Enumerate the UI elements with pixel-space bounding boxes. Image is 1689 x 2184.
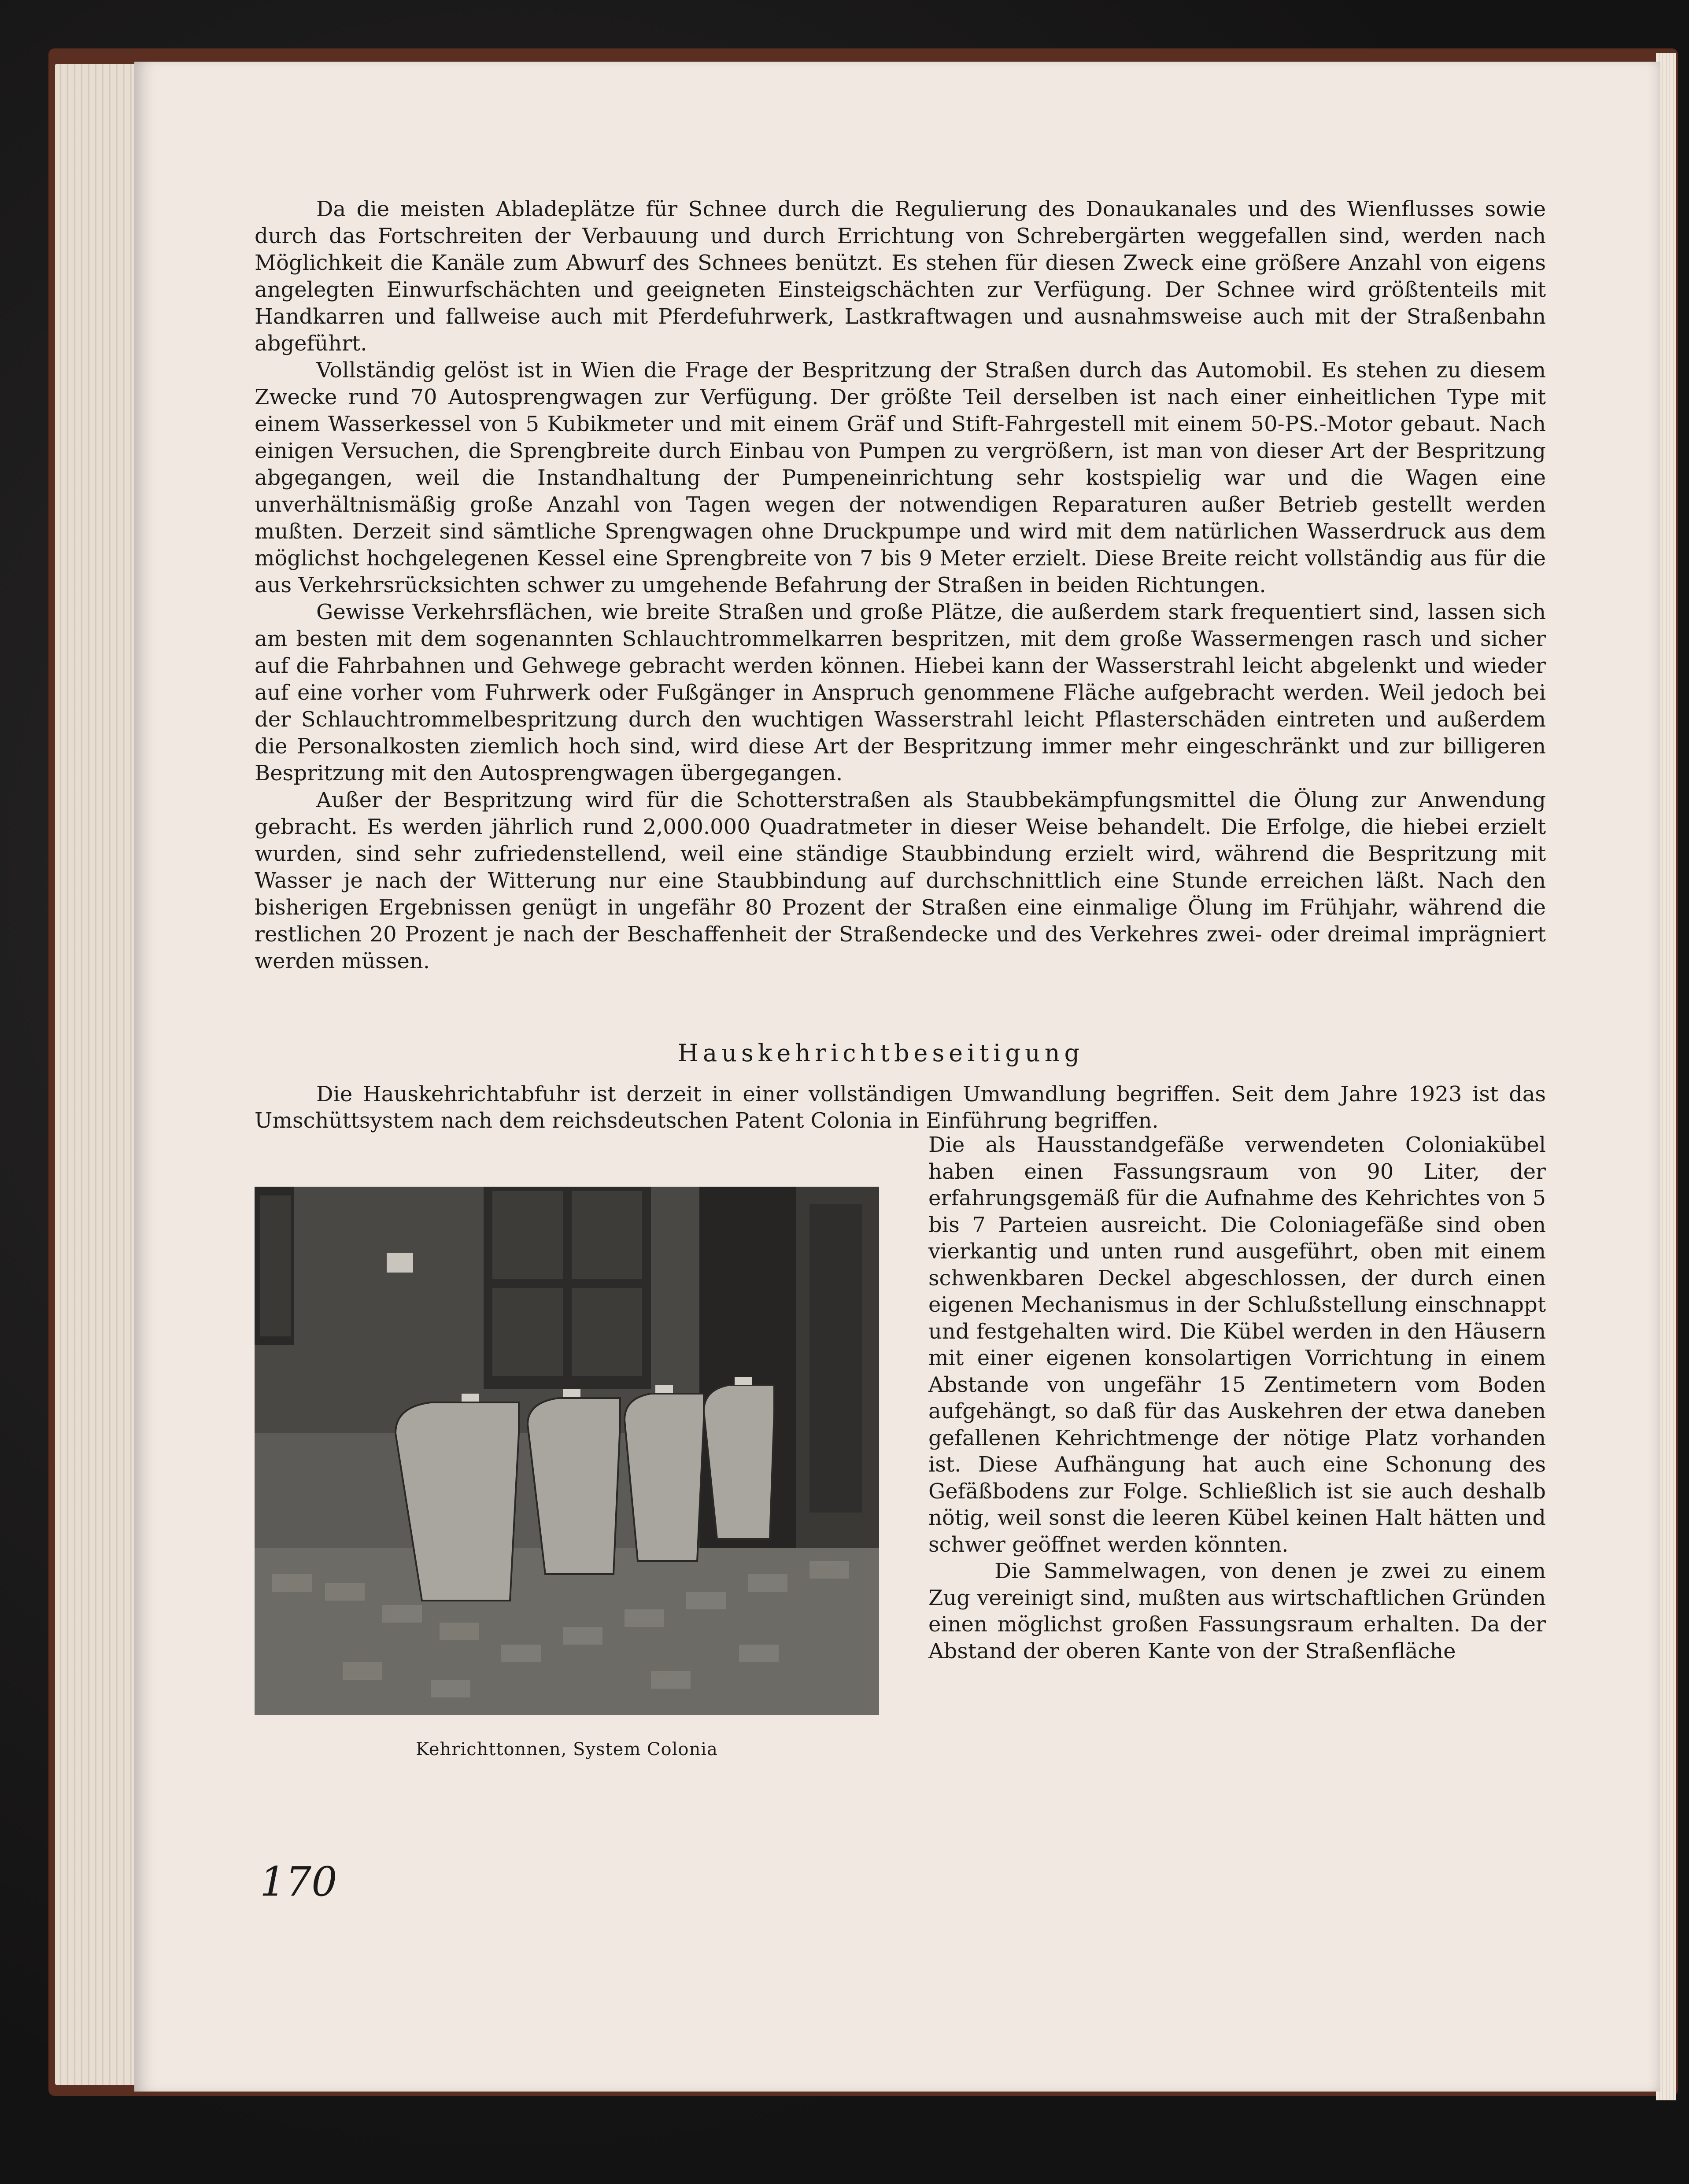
paragraph: Vollständig gelöst ist in Wien die Frage der Bespritzung der Straßen durch das Automobil. Es stehen zu diesem Zwecke rund 70 Autosprengwagen zur Verfügung. Der größte Teil derselben ist nach einer einheitlichen Type mit einem Wasserkessel von 5 Kubikmeter und mit einem Gräf und Stift-Fahrgestell mit einem 50-PS.-Motor gebaut. Nach einigen Versuchen, die Sprengbreite durch Einbau von Pumpen zu vergrößern, ist man von dieser Art der Bespritzung abgegangen, weil die Instandhaltung der Pumpeneinrichtung sehr kostspielig war und die Wagen eine unverhältnismäßig große Anzahl von Tagen wegen der notwendigen Reparaturen außer Betrieb gestellt werden mußten. Derzeit sind sämtliche Sprengwagen ohne Druckpumpe und wird mit dem natürlichen Wasserdruck aus dem möglichst hochgelegenen Kessel eine Sprengbreite von 7 bis 9 Meter erzielt. Diese Breite reicht vollständig aus für die aus Verkehrsrücksichten schwer zu umgehende Befahrung der Straßen in beiden Richtungen. [255, 358, 1546, 598]
paragraph: Außer der Bespritzung wird für die Schotterstraßen als Staubbekämpfungsmittel die Ölung zur Anwendung gebracht. Es werden jährlich rund 2,000.000 Quadratmeter in dieser Weise behandelt. Die Erfolge, die hiebei erzielt wurden, sind sehr zufriedenstellend, weil eine ständige Staubbindung erzielt wird, während die Bespritzung mit Wasser je nach der Witterung nur eine Staubbindung auf durchschnittlich eine Stunde erreichen läßt. Nach den bisherigen Ergebnissen genügt in ungefähr 80 Prozent der Straßen eine einmalige Ölung im Frühjahr, während die restlichen 20 Prozent je nach der Beschaffenheit der Straßendecke und des Verkehres zwei- oder dreimal imprägniert werden müssen. [255, 788, 1546, 974]
section-intro [255, 1081, 1546, 1134]
section-heading: Hauskehrichtbeseitigung [677, 1039, 1084, 1067]
body-text [255, 196, 1546, 975]
paragraph: Die Sammelwagen, von denen je zwei zu einem Zug vereinigt sind, mußten aus wirtschaftlichen Gründen einen möglichst großen Fassungsraum erhalten. Da der Abstand der oberen Kante von der Straßenfläche [928, 1559, 1546, 1664]
paragraph: Die als Hausstandgefäße verwendeten Coloniakübel haben einen Fassungsraum von 90 Liter, der erfahrungsgemäß für die Aufnahme des Kehrichtes von 5 bis 7 Parteien ausreicht. Die Coloniagefäße sind oben vierkantig und unten rund ausgeführt, oben mit einem schwenkbaren Deckel abgeschlossen, der durch einen eigenen Mechanismus in der Schlußstellung einschnappt und festgehalten wird. Die Kübel werden in den Häusern mit einer eigenen konsolartigen Vorrichtung in einem Abstande von ungefähr 15 Zentimetern vom Boden aufgehängt, so daß für das Auskehren der etwa daneben gefallenen Kehrichtmenge der nötige Platz vorhanden ist. Diese Aufhängung hat auch eine Schonung des Gefäßbodens zur Folge. Schließlich ist sie auch deshalb nötig, weil sonst die leeren Kübel keinen Halt hätten und schwer geöffnet werden könnten. [928, 1133, 1546, 1557]
paragraph: Da die meisten Abladeplätze für Schnee durch die Regulierung des Donaukanales und des Wienflusses sowie durch das Fortschreiten der Verbauung und durch Errichtung von Schrebergärten weggefallen sind, werden nach Möglichkeit die Kanäle zum Abwurf des Schnees benützt. Es stehen für diesen Zweck eine größere Anzahl von eigens angelegten Einwurfschächten und geeigneten Einsteigschächten zur Verfügung. Der Schnee wird größtenteils mit Handkarren und fallweise auch mit Pferdefuhrwerk, Lastkraftwagen und ausnahmsweise auch mit der Straßenbahn abgeführt. [255, 197, 1546, 356]
paragraph: Die Hauskehrichtabfuhr ist derzeit in einer vollständigen Umwandlung begriffen. Seit dem Jahre 1923 ist das Umschüttsystem nach dem reichsdeutschen Patent Colonia in Einführung begriffen. [255, 1082, 1546, 1133]
photo-illustration [255, 1187, 879, 1715]
photo-kehrichttonnen [255, 1187, 879, 1715]
photo-caption: Kehrichttonnen, System Colonia [416, 1739, 718, 1760]
page-edges-left [55, 64, 143, 2085]
paragraph: Gewisse Verkehrsflächen, wie breite Straßen und große Plätze, die außerdem stark frequentiert sind, lassen sich am besten mit dem sogenannten Schlauchtrommelkarren bespritzen, mit dem große Wassermengen rasch und sicher auf die Fahrbahnen und Gehwege gebracht werden können. Hiebei kann der Wasserstrahl leicht abgelenkt und wieder auf eine vorher vom Fuhrwerk oder Fußgänger in Anspruch genommene Fläche aufgebracht werden. Weil jedoch bei der Schlauchtrommelbespritzung durch den wuchtigen Wasserstrahl leicht Pflasterschäden eintreten und außerdem die Personalkosten ziemlich hoch sind, wird diese Art der Bespritzung immer mehr eingeschränkt und zur billigeren Bespritzung mit den Autosprengwagen übergegangen. [255, 600, 1546, 786]
right-column-text [928, 1132, 1546, 1664]
page-number: 170 [260, 1858, 337, 1905]
